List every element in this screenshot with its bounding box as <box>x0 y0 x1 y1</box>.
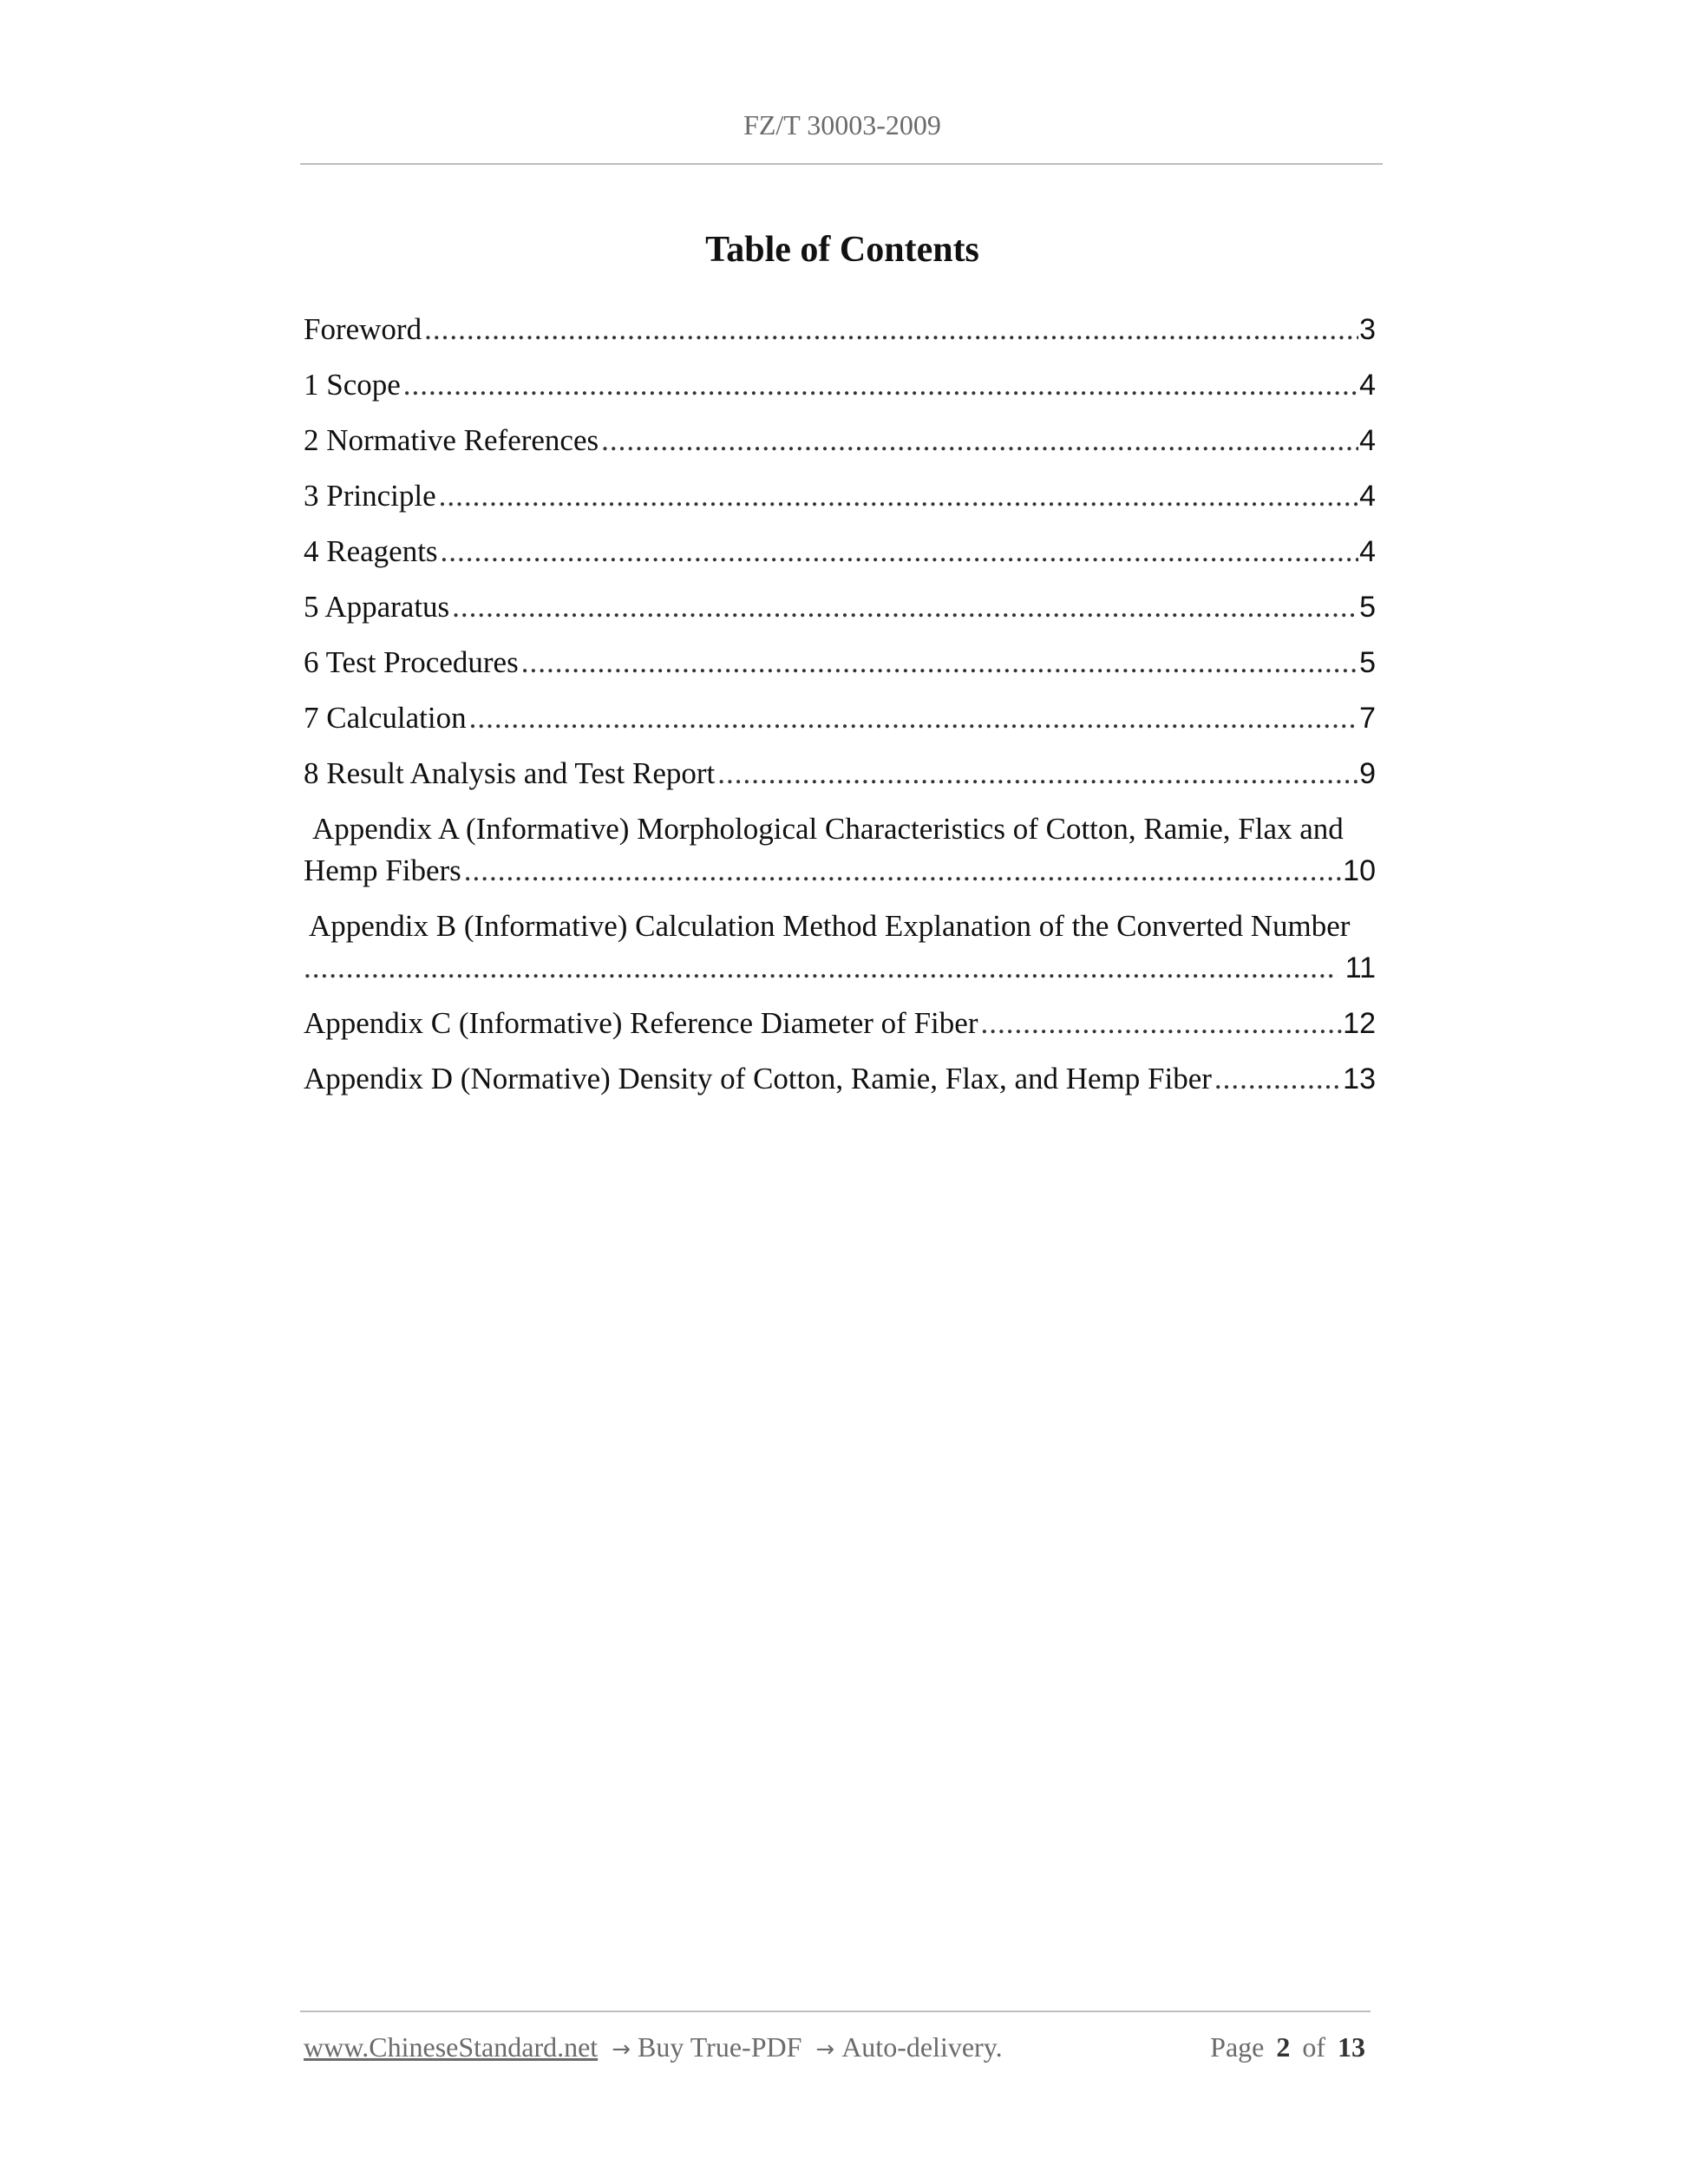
toc-entry-label: Appendix B (Informative) Calculation Method Explanation of the Converted Number <box>309 909 1351 943</box>
dot-leader <box>469 697 1358 739</box>
dot-leader <box>441 531 1359 572</box>
site-link[interactable]: www.ChineseStandard.net <box>304 2031 599 2063</box>
footer-promo <box>304 2031 1003 2063</box>
dot-leader <box>601 420 1358 461</box>
toc-entry-page: 10 <box>1343 854 1376 887</box>
buy-true-pdf-text: Buy True-PDF <box>637 2031 802 2063</box>
toc-entry-appendix-c[interactable] <box>304 1003 1376 1044</box>
current-page: 2 <box>1276 2031 1291 2063</box>
arrow-right-icon: → <box>612 2037 631 2063</box>
toc-entry-result-analysis[interactable] <box>304 753 1376 794</box>
dot-leader <box>1214 1058 1342 1100</box>
toc-entry-page: 11 <box>1345 951 1376 984</box>
dot-leader <box>304 947 1338 989</box>
dot-leader <box>521 642 1358 683</box>
toc-title: Table of Contents <box>705 230 979 270</box>
dot-leader <box>403 364 1358 406</box>
dot-leader <box>464 850 1342 892</box>
page-number <box>1210 2031 1365 2063</box>
toc-entry-page: 5 <box>1359 591 1376 624</box>
toc-entry-page: 4 <box>1359 369 1376 402</box>
toc-entry-page: 3 <box>1359 313 1376 346</box>
toc-entry-page: 4 <box>1359 480 1376 513</box>
of-word: of <box>1302 2031 1325 2063</box>
toc-entry-page: 13 <box>1343 1063 1376 1095</box>
toc-entry-label: Appendix A (Informative) Morphological Characteristics of Cotton, Ramie, Flax and <box>312 812 1344 846</box>
total-pages: 13 <box>1338 2031 1365 2063</box>
toc-entry-label: Foreword <box>304 312 422 346</box>
toc-entry-label: 8 Result Analysis and Test Report <box>304 756 716 790</box>
auto-delivery-text: Auto-delivery. <box>841 2031 1003 2063</box>
toc-entry-calculation[interactable] <box>304 697 1376 739</box>
toc-entry-appendix-d[interactable] <box>304 1058 1376 1100</box>
toc-entry-label: 1 Scope <box>304 368 401 402</box>
header-divider <box>300 163 1383 165</box>
toc-entry-principle[interactable] <box>304 475 1376 517</box>
toc-entry-normative-references[interactable] <box>304 420 1376 461</box>
dot-leader <box>717 753 1358 794</box>
toc-entry-appendix-a[interactable] <box>304 808 1376 892</box>
toc-entry-label: 4 Reagents <box>304 534 438 568</box>
toc-entry-appendix-b[interactable] <box>304 906 1376 989</box>
footer-divider <box>300 2011 1371 2012</box>
page-word: Page <box>1210 2031 1265 2063</box>
arrow-right-icon: → <box>815 2037 835 2063</box>
toc-entry-apparatus[interactable] <box>304 586 1376 628</box>
dot-leader <box>424 309 1358 350</box>
toc-entry-page: 4 <box>1359 535 1376 568</box>
running-header: FZ/T 30003-2009 <box>743 109 941 141</box>
toc-entry-label: 5 Apparatus <box>304 590 450 624</box>
toc-entry-test-procedures[interactable] <box>304 642 1376 683</box>
toc-entry-foreword[interactable] <box>304 309 1376 350</box>
toc-entry-page: 5 <box>1359 646 1376 679</box>
toc-entry-label: 3 Principle <box>304 479 436 513</box>
toc-entry-label: 6 Test Procedures <box>304 645 519 679</box>
dot-leader <box>980 1003 1342 1044</box>
toc-entry-page: 7 <box>1359 702 1376 735</box>
dot-leader <box>439 475 1358 517</box>
toc-entry-label-continued: Hemp Fibers <box>304 853 461 887</box>
toc-entry-scope[interactable] <box>304 364 1376 406</box>
toc-entry-reagents[interactable] <box>304 531 1376 572</box>
toc-entry-page: 9 <box>1359 757 1376 790</box>
toc-entry-label: 7 Calculation <box>304 701 467 735</box>
toc-entry-page: 4 <box>1359 424 1376 457</box>
dot-leader <box>452 586 1358 628</box>
toc-entry-page: 12 <box>1343 1007 1376 1040</box>
toc-entry-label: Appendix D (Normative) Density of Cotton, Ramie, Flax, and Hemp Fiber <box>304 1062 1212 1095</box>
toc-entry-label: Appendix C (Informative) Reference Diameter of Fiber <box>304 1006 978 1040</box>
toc-entry-label: 2 Normative References <box>304 423 599 457</box>
